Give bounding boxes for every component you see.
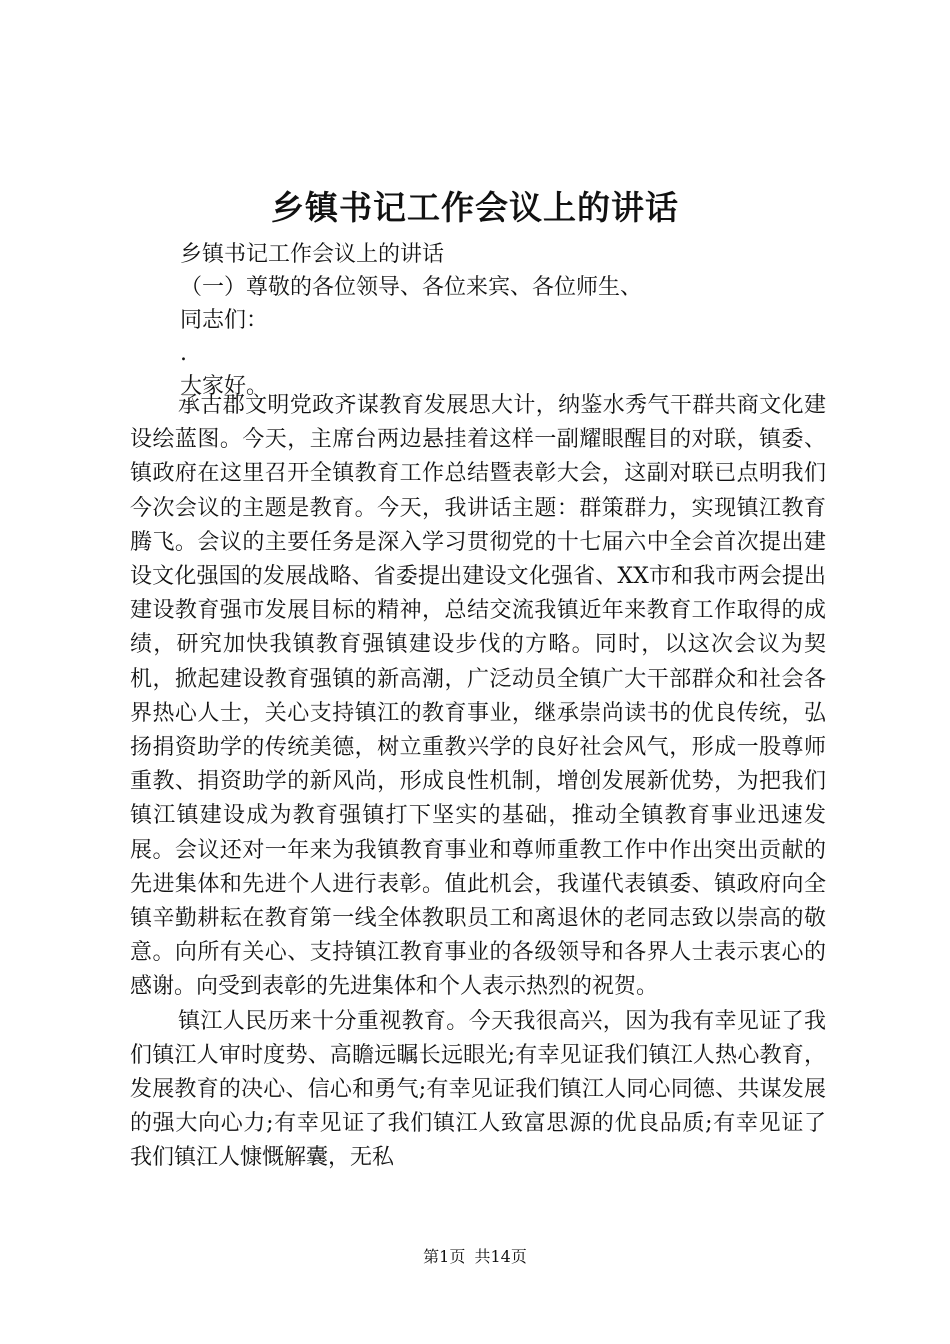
stray-dot: . xyxy=(180,341,187,366)
page-total: 共14页 xyxy=(474,1247,527,1266)
body-text xyxy=(130,389,826,1176)
salutation-line: （一）尊敬的各位领导、各位来宾、各位师生、 xyxy=(180,275,643,300)
page-number: 第1页 xyxy=(423,1247,466,1266)
page-footer xyxy=(0,1246,950,1268)
intro-block xyxy=(180,238,840,403)
salutation-line-cont: 同志们： xyxy=(180,308,269,333)
subtitle-line: 乡镇书记工作会议上的讲话 xyxy=(180,242,445,267)
greeting-line: 大家好。 xyxy=(180,374,269,399)
document-title: 乡镇书记工作会议上的讲话 xyxy=(271,188,679,227)
paragraph: 承古郡文明党政齐谋教育发展思大计，纳鉴水秀气干群共商文化建设绘蓝图。今天，主席台两边悬挂着这样一副耀眼醒目的对联，镇委、镇政府在这里召开全镇教育工作总结暨表彰大会，这副对联已点明我们今次会议的主题是教育。今天，我讲话主题：群策群力，实现镇江教育腾飞。会议的主要任务是深入学习贯彻党的十七届六中全会首次提出建设文化强国的发展战略、省委提出建设文化强省、XX市和我市两会提出建设教育强市发展目标的精神，总结交流我镇近年来教育工作取得的成绩，研究加快我镇教育强镇建设步伐的方略。同时，以这次会议为契机，掀起建设教育强镇的新高潮，广泛动员全镇广大干部群众和社会各界热心人士，关心支持镇江的教育事业，继承崇尚读书的优良传统，弘扬捐资助学的传统美德，树立重教兴学的良好社会风气，形成一股尊师重教、捐资助学的新风尚，形成良性机制，增创发展新优势，为把我们镇江镇建设成为教育强镇打下坚实的基础，推动全镇教育事业迅速发展。会议还对一年来为我镇教育事业和尊师重教工作中作出突出贡献的先进集体和先进个人进行表彰。值此机会，我谨代表镇委、镇政府向全镇辛勤耕耘在教育第一线全体教职员工和离退休的老同志致以崇高的敬意。向所有关心、支持镇江教育事业的各级领导和各界人士表示衷心的感谢。向受到表彰的先进集体和个人表示热烈的祝贺。 xyxy=(130,393,826,1000)
paragraph: 镇江人民历来十分重视教育。今天我很高兴，因为我有幸见证了我们镇江人审时度势、高瞻远瞩长远眼光;有幸见证我们镇江人热心教育，发展教育的决心、信心和勇气;有幸见证我们镇江人同心同德、共谋发展的强大向心力;有幸见证了我们镇江人致富思源的优良品质;有幸见证了我们镇江人慷慨解囊，无私 xyxy=(130,1008,826,1171)
